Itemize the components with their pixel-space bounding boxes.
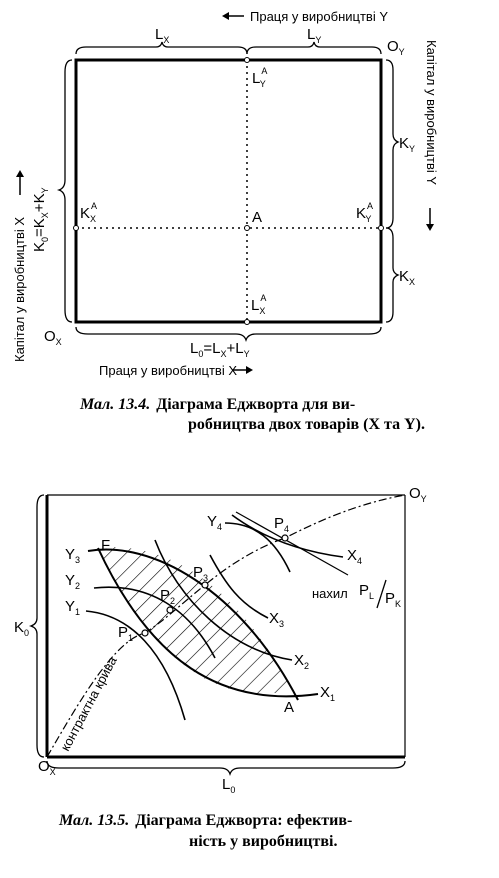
brace-l0-2 (47, 761, 405, 774)
point-a (245, 226, 250, 231)
brace-kx (386, 228, 398, 322)
label-oy: $O_Y$ (387, 38, 405, 57)
label-lya: $L^A$ Y (252, 66, 267, 89)
label-kxa: $K^A$ X (80, 201, 98, 224)
label-ky: $K_Y$ (399, 135, 416, 154)
point-p4 (282, 535, 288, 541)
arrow-up-head-icon (16, 170, 24, 177)
point-p1 (142, 630, 148, 636)
label-contract-curve: контрактна крива (57, 653, 120, 754)
l0-equation: $L_0=L_X+L_Y$ (190, 340, 250, 359)
label-y2: $Y_2$ (65, 572, 81, 591)
label-y1: $Y_1$ (65, 598, 81, 617)
point-p2 (167, 607, 173, 613)
bottom-axis-label: Праця у виробництві X (99, 363, 238, 378)
label-x2: $X_2$ (294, 652, 310, 671)
point-bottom (245, 320, 250, 325)
label-kx: $K_X$ (399, 268, 416, 287)
top-axis-label: Праця у виробництві Y (250, 9, 389, 24)
label-x3: $X_3$ (269, 610, 285, 629)
point-left (74, 226, 79, 231)
label-k0-2: $K_0$ (14, 619, 30, 638)
right-axis-label: Капітал у виробництві Y (424, 40, 439, 186)
arrow-down-head-icon (426, 224, 434, 231)
label-l0-2: $L_0$ (222, 776, 236, 795)
caption-13-4: Мал. 13.4. Діаграма Еджворта для ви- (80, 396, 356, 413)
label-p1: $P_1$ (118, 624, 134, 643)
label-ly: $L_Y$ (307, 26, 322, 45)
brace-k0 (59, 60, 72, 322)
svg-text:K0=KX+KY: $K_0=K_X+K_Y$ (31, 187, 50, 252)
figure-13-4 (12, 9, 439, 433)
caption-13-5-line2: ність у виробництві. (189, 833, 338, 850)
label-p2: $P_2$ (160, 587, 176, 606)
point-right (379, 226, 384, 231)
brace-ly (247, 42, 381, 54)
label-p4: $P_4$ (274, 515, 290, 534)
k0-equation (31, 187, 50, 252)
brace-lx (76, 42, 247, 54)
label-kya: $K^A$ Y (356, 201, 373, 224)
brace-k0-2 (31, 495, 44, 757)
price-slope-line (236, 512, 348, 575)
figure-13-5 (14, 485, 427, 850)
label-x4: $X_4$ (347, 547, 363, 566)
label-ox: $O_X$ (44, 328, 62, 347)
caption-13-5: Мал. 13.5. Діаграма Еджворта: ефектив- (59, 812, 353, 829)
arrow-left-head-icon (222, 12, 229, 20)
label-y3: $Y_3$ (65, 546, 81, 565)
label-slope-pl: $P_L$ (359, 582, 375, 601)
label-oy-2: $O_Y$ (409, 485, 427, 504)
point-top (245, 58, 250, 63)
label-x1: $X_1$ (320, 684, 336, 703)
label-slope: нахил (312, 586, 348, 601)
label-ox-2: $O_X$ (38, 758, 56, 777)
label-lx: $L_X$ (155, 26, 170, 45)
label-point-a-2: A (284, 699, 295, 716)
label-p3: $P_3$ (193, 564, 209, 583)
edgeworth-box (76, 60, 381, 322)
brace-ky (386, 60, 398, 228)
label-y4: $Y_4$ (207, 513, 223, 532)
arrow-right-head-icon (246, 366, 253, 374)
label-lxa: $L^A$ X (251, 293, 267, 316)
left-axis-label: Капітал у виробництві X (12, 216, 27, 362)
caption-13-4-line2: робництва двох товарів (X та Y). (188, 416, 425, 433)
brace-l0 (76, 327, 381, 340)
label-point-a: A (252, 209, 263, 226)
label-point-f: F (101, 537, 111, 554)
label-slope-pk: $P_K$ (385, 590, 402, 609)
